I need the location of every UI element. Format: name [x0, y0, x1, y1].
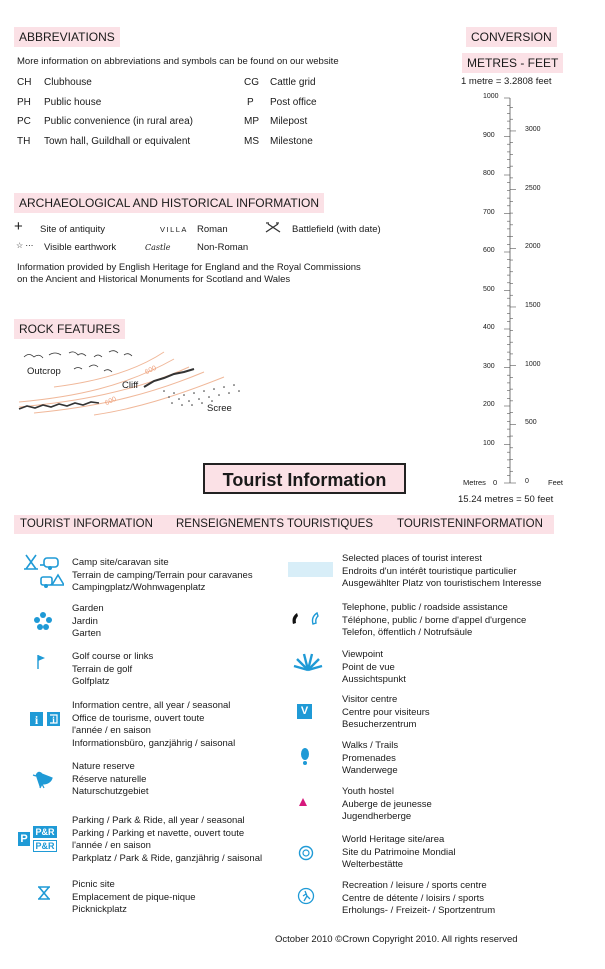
- feet-tick-label: 2500: [525, 184, 541, 192]
- metre-tick-label: 100: [483, 439, 495, 447]
- metres-feet-scale: [455, 88, 605, 498]
- conversion-footer: 15.24 metres = 50 feet: [458, 494, 554, 505]
- abbreviations-header: ABBREVIATIONS: [14, 27, 120, 47]
- abbreviations-intro: More information on abbreviations and symbols can be found on our website: [17, 56, 339, 67]
- legend-world-heritage: World Heritage site/area Site du Patrimoine Mondial Welterbestätte: [342, 834, 456, 870]
- info-i-seasonal-text: i: [52, 715, 55, 725]
- visitor-centre-icon: V: [297, 704, 312, 719]
- nature-reserve-icon: [32, 768, 56, 790]
- abbrev-text: Post office: [270, 97, 317, 108]
- abbrev-text: Milepost: [270, 116, 308, 127]
- abbrev-code: PH: [17, 97, 31, 108]
- abbrev-code: MP: [244, 116, 259, 127]
- copyright-footer: October 2010 ©Crown Copyright 2010. All rights reserved: [275, 934, 518, 945]
- tourist-interest-swatch: [288, 562, 333, 577]
- legend-nature-reserve: Nature reserve Réserve naturelle Naturschutzgebiet: [72, 761, 149, 797]
- metre-tick-label: 1000: [483, 93, 499, 100]
- abbrev-text: Cattle grid: [270, 77, 316, 88]
- tourist-header-en: TOURIST INFORMATION: [20, 518, 153, 530]
- abbrev-text: Public house: [44, 97, 102, 108]
- feet-tick-label: 3000: [525, 125, 541, 133]
- abbrev-code: PC: [17, 116, 31, 127]
- metre-tick-label: 500: [483, 285, 495, 293]
- rock-features-header: ROCK FEATURES: [14, 319, 125, 339]
- legend-golf: Golf course or links Terrain de golf Golfplatz: [72, 651, 154, 687]
- tourist-information-title: Tourist Information: [203, 463, 406, 494]
- feet-tick-label: 0: [525, 478, 529, 485]
- metre-tick-label: 400: [483, 324, 495, 331]
- antiquity-cross-icon: +: [14, 218, 23, 235]
- abbrev-text: Milestone: [270, 136, 313, 147]
- metre-tick-label: 300: [483, 362, 495, 370]
- world-heritage-icon: [298, 845, 314, 861]
- abbrev-text: Town hall, Guildhall or equivalent: [44, 136, 191, 147]
- metres-feet-header: METRES - FEET: [462, 53, 563, 73]
- youth-hostel-icon: [298, 797, 308, 807]
- conversion-ratio: 1 metre = 3.2808 feet: [461, 76, 552, 87]
- castle-label: Castle: [145, 243, 171, 252]
- legend-information-centre: Information centre, all year / seasonal Office de tourisme, ouvert toute l'année / en saison Informationsbüro, ganzjährig / saisonal: [72, 700, 236, 749]
- contour-label: 600: [144, 364, 158, 377]
- tourist-header-de: TOURISTENINFORMATION: [397, 518, 543, 530]
- legend-picnic: Picnic site Emplacement de pique-nique Picknickplatz: [72, 879, 196, 915]
- abbrev-text: Public convenience (in rural area): [44, 116, 193, 127]
- earthwork-icon: ☆ ⋯: [16, 241, 34, 250]
- info-i-text: i: [34, 713, 39, 727]
- scree-label: Scree: [207, 403, 232, 414]
- legend-tourist-interest: Selected places of tourist interest Endroits d'un intérêt touristique particulier Ausgewählter Platz von touristischem Interesse: [342, 553, 542, 589]
- arch-note-line2: on the Ancient and Historical Monuments for Scotland and Wales: [17, 274, 291, 285]
- feet-tick-label: 1500: [525, 301, 541, 309]
- feet-tick-label: 2000: [525, 243, 541, 251]
- legend-camp-site: Camp site/caravan site Terrain de camping/Terrain pour caravanes Campingplatz/Wohnwagenplatz: [72, 557, 253, 593]
- metre-tick-label: 800: [483, 170, 495, 177]
- recreation-centre-icon: [297, 887, 315, 905]
- abbrev-code: MS: [244, 136, 259, 147]
- contour-label: 600: [104, 395, 118, 408]
- legend-parking: Parking / Park & Ride, all year / seasonal Parking / Parking et navette, ouvert toute l'année / en saison Parkplatz / Park & Ride, ganzjährig / saisonal: [72, 815, 263, 864]
- feet-tick-label: 500: [525, 419, 537, 427]
- metre-tick-label: 200: [483, 401, 495, 408]
- non-roman-label: Non-Roman: [197, 242, 249, 253]
- archaeological-header: ARCHAEOLOGICAL AND HISTORICAL INFORMATION: [14, 193, 324, 213]
- cliff-label: Cliff: [122, 380, 139, 391]
- feet-label: Feet: [548, 478, 564, 487]
- metre-tick-label: 900: [483, 131, 495, 139]
- abbrev-code: CG: [244, 77, 259, 88]
- metre-tick-label: 700: [483, 208, 495, 216]
- information-centre-icon: [30, 711, 62, 727]
- legend-recreation: Recreation / leisure / sports centre Centre de détente / loisirs / sports Erholungs- / Freizeit- / Sportzentrum: [342, 880, 496, 916]
- park-and-ride-icon: P&R: [33, 826, 57, 838]
- viewpoint-icon: [292, 652, 324, 672]
- golf-icon: [34, 654, 48, 670]
- conversion-header: CONVERSION: [466, 27, 557, 47]
- legend-garden: Garden Jardin Garten: [72, 603, 104, 639]
- abbrev-code: TH: [17, 136, 31, 147]
- villa-label: VILLA: [160, 225, 188, 234]
- outcrop-label: Outcrop: [27, 366, 61, 377]
- legend-viewpoint: Viewpoint Point de vue Aussichtspunkt: [342, 649, 406, 685]
- visible-earthwork: Visible earthwork: [44, 242, 117, 253]
- walks-trails-icon: [300, 748, 310, 766]
- battlefield-label: Battlefield (with date): [292, 224, 381, 235]
- metre-zero-label: 0: [493, 478, 498, 487]
- legend-walks-trails: Walks / Trails Promenades Wanderwege: [342, 740, 399, 776]
- park-and-ride-seasonal-icon: P&R: [33, 840, 57, 852]
- abbrev-code: CH: [17, 77, 32, 88]
- metre-tick-label: 600: [483, 247, 495, 254]
- roman-label: Roman: [197, 224, 228, 235]
- garden-icon: [33, 611, 53, 631]
- parking-icon: P: [18, 832, 30, 846]
- camp-caravan-icon: [22, 553, 64, 591]
- tourist-header-fr: RENSEIGNEMENTS TOURISTIQUES: [176, 518, 374, 530]
- arch-note-line1: Information provided by English Heritage for England and the Royal Commissions: [17, 262, 361, 273]
- site-of-antiquity: Site of antiquity: [40, 224, 105, 235]
- battlefield-icon: [264, 222, 282, 234]
- telephone-icon: [289, 611, 325, 627]
- abbrev-text: Clubhouse: [44, 77, 92, 88]
- legend-telephone: Telephone, public / roadside assistance Téléphone, public / borne d'appel d'urgence Telefon, öffentlich / Notrufsäule: [342, 602, 527, 638]
- legend-youth-hostel: Youth hostel Auberge de jeunesse Jugendherberge: [342, 786, 432, 822]
- picnic-icon: [36, 885, 52, 901]
- legend-visitor-centre: Visitor centre Centre pour visiteurs Besucherzentrum: [342, 694, 430, 730]
- feet-tick-label: 1000: [525, 360, 541, 368]
- abbrev-code: P: [247, 97, 254, 108]
- metres-label: Metres: [463, 478, 486, 487]
